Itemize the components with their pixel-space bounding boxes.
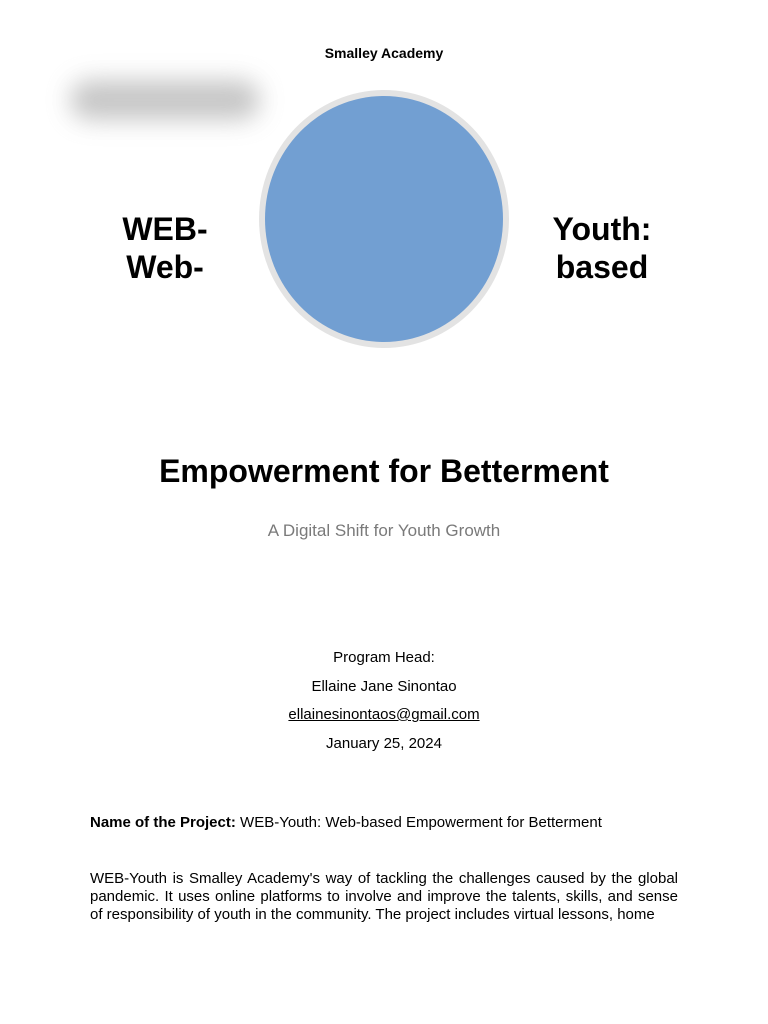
blurred-redaction [70, 80, 260, 120]
document-subtitle: A Digital Shift for Youth Growth [267, 521, 501, 540]
program-head-label: Program Head: [333, 649, 435, 666]
logo-text-left-line1: WEB- [122, 211, 208, 247]
logo-text-right [537, 210, 667, 286]
logo-text-left [100, 210, 230, 286]
document-date: January 25, 2024 [326, 734, 442, 752]
logo-circle [265, 96, 503, 342]
logo-text-left-line2: Web- [126, 249, 204, 285]
email-link[interactable]: ellainesinontaos@gmail.com [288, 706, 480, 723]
document-title: Empowerment for Betterment [159, 453, 609, 489]
project-description: WEB-Youth is Smalley Academy's way of tackling the challenges caused by the global pandemic. It uses online platforms to involve and improve the talents, skills, and sense of responsibility of youth in the community. The project includes virtual lessons, home [90, 870, 678, 923]
contact-block [0, 644, 768, 758]
program-head-name: Ellaine Jane Sinontao [311, 677, 457, 695]
academy-name: Smalley Academy [324, 45, 444, 61]
project-name-line [90, 814, 690, 831]
logo-text-right-line2: based [555, 249, 649, 285]
project-name-value: WEB-Youth: Web-based Empowerment for Betterment [240, 814, 602, 831]
project-name-label: Name of the Project: [90, 814, 241, 831]
logo-text-right-line1: Youth: [552, 211, 652, 247]
